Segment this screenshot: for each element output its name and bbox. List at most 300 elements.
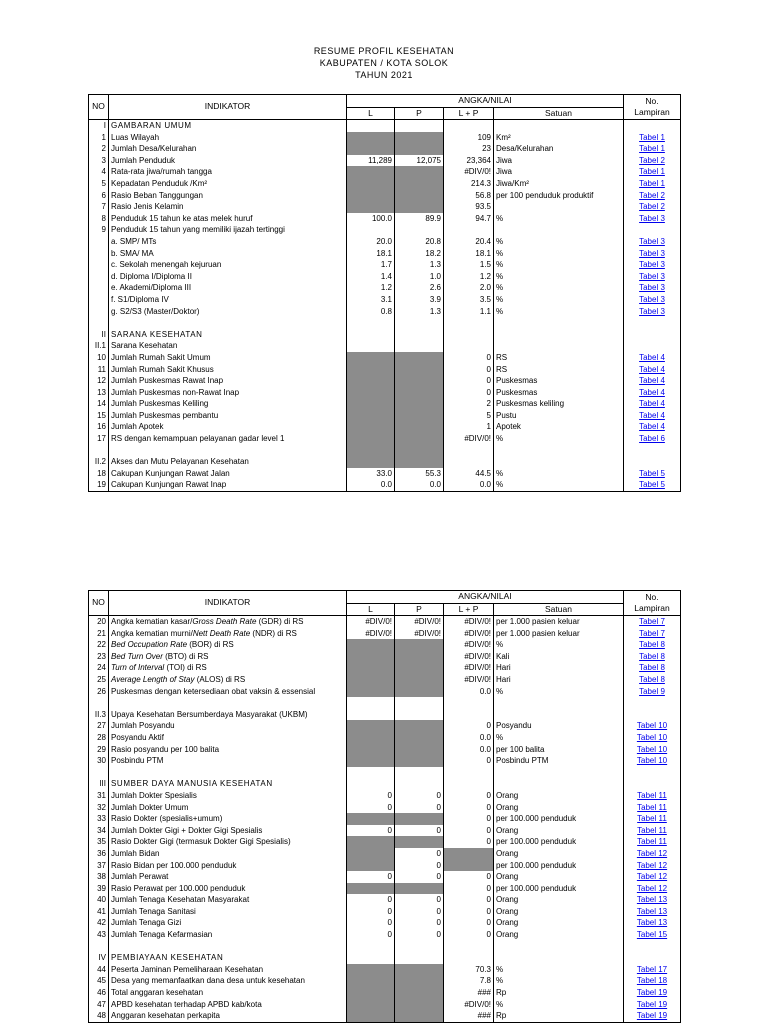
satuan-cell: Kali <box>494 651 624 663</box>
table-row <box>89 445 681 457</box>
satuan-cell: % <box>494 248 624 260</box>
table-row <box>89 674 681 686</box>
value-l <box>347 848 395 860</box>
satuan-cell: Puskesmas <box>494 387 624 399</box>
value-l <box>347 813 395 825</box>
satuan-cell: % <box>494 306 624 318</box>
value-l <box>347 456 395 468</box>
value-l <box>347 744 395 756</box>
value-lp: #DIV/0! <box>444 662 494 674</box>
satuan-cell <box>494 778 624 790</box>
value-l <box>347 836 395 848</box>
satuan-cell: % <box>494 259 624 271</box>
indikator-cell: Jumlah Bidan <box>109 848 347 860</box>
lampiran-link[interactable]: Tabel 3 <box>624 306 681 318</box>
indikator-cell <box>109 941 347 953</box>
value-lp <box>444 340 494 352</box>
indikator-cell: Luas Wilayah <box>109 132 347 144</box>
value-l <box>347 975 395 987</box>
row-number: 44 <box>89 964 109 976</box>
table-row <box>89 929 681 941</box>
value-l: 20.0 <box>347 236 395 248</box>
value-lp: 0.0 <box>444 686 494 698</box>
value-l <box>347 767 395 779</box>
indikator-cell: Upaya Kesehatan Bersumberdaya Masyarakat (UKBM) <box>109 709 347 721</box>
indikator-cell: Jumlah Puskesmas pembantu <box>109 410 347 422</box>
value-p <box>395 329 444 341</box>
lampiran-link[interactable]: Tabel 9 <box>624 686 681 698</box>
indikator-cell: Bed Occupation Rate (BOR) di RS <box>109 639 347 651</box>
row-number: 37 <box>89 859 109 871</box>
row-number: 40 <box>89 894 109 906</box>
lampiran-link[interactable]: Tabel 4 <box>624 421 681 433</box>
table-row <box>89 744 681 756</box>
lampiran-link[interactable]: Tabel 7 <box>624 616 681 628</box>
value-l <box>347 387 395 399</box>
value-l <box>347 859 395 871</box>
lampiran-link <box>624 224 681 236</box>
indikator-cell: Rasio Dokter Gigi (termasuk Dokter Gigi Spesialis) <box>109 836 347 848</box>
indikator-cell <box>109 697 347 709</box>
lampiran-link[interactable]: Tabel 4 <box>624 375 681 387</box>
value-lp: 0 <box>444 755 494 767</box>
table-row <box>89 340 681 352</box>
satuan-cell: Orang <box>494 906 624 918</box>
table-row <box>89 201 681 213</box>
indikator-cell: e. Akademi/Diploma III <box>109 282 347 294</box>
table-row <box>89 859 681 871</box>
satuan-cell: Pustu <box>494 410 624 422</box>
satuan-cell: Orang <box>494 917 624 929</box>
lampiran-link[interactable]: Tabel 12 <box>624 859 681 871</box>
value-p: 89.9 <box>395 213 444 225</box>
indikator-cell: Rasio Dokter (spesialis+umum) <box>109 813 347 825</box>
row-number: 4 <box>89 166 109 178</box>
indikator-cell: Jumlah Posyandu <box>109 720 347 732</box>
value-lp: 1.5 <box>444 259 494 271</box>
satuan-cell: Puskesmas keliling <box>494 398 624 410</box>
indikator-cell: RS dengan kemampuan pelayanan gadar level 1 <box>109 433 347 445</box>
row-number <box>89 271 109 283</box>
value-p <box>395 662 444 674</box>
value-p <box>395 410 444 422</box>
value-lp <box>444 329 494 341</box>
row-number: 43 <box>89 929 109 941</box>
indikator-cell: Jumlah Tenaga Gizi <box>109 917 347 929</box>
table-row <box>89 468 681 480</box>
table-row <box>89 387 681 399</box>
row-number: 26 <box>89 686 109 698</box>
value-l <box>347 143 395 155</box>
satuan-cell: per 100 balita <box>494 744 624 756</box>
table-row <box>89 883 681 895</box>
lampiran-link <box>624 456 681 468</box>
row-number: II.3 <box>89 709 109 721</box>
value-p <box>395 952 444 964</box>
indikator-cell: Jumlah Puskesmas non-Rawat Inap <box>109 387 347 399</box>
table-row <box>89 964 681 976</box>
header-p: P <box>395 107 444 120</box>
value-lp: 0 <box>444 894 494 906</box>
table-row <box>89 686 681 698</box>
indikator-cell: Angka kematian kasar/Gross Death Rate (GDR) di RS <box>109 616 347 628</box>
table-row <box>89 363 681 375</box>
table-row <box>89 975 681 987</box>
value-l <box>347 883 395 895</box>
lampiran-link[interactable]: Tabel 1 <box>624 178 681 190</box>
value-p <box>395 456 444 468</box>
value-p <box>395 363 444 375</box>
value-p: 0.0 <box>395 479 444 491</box>
table-row <box>89 190 681 202</box>
indikator-cell: Posyandu Aktif <box>109 732 347 744</box>
value-lp <box>444 456 494 468</box>
lampiran-link[interactable]: Tabel 3 <box>624 271 681 283</box>
lampiran-link <box>624 317 681 329</box>
value-l: 0 <box>347 917 395 929</box>
satuan-cell: Rp <box>494 987 624 999</box>
row-number: 19 <box>89 479 109 491</box>
row-number: 33 <box>89 813 109 825</box>
row-number: 45 <box>89 975 109 987</box>
indikator-cell: Puskesmas dengan ketersediaan obat vaksin & essensial <box>109 686 347 698</box>
satuan-cell <box>494 941 624 953</box>
lampiran-link[interactable]: Tabel 11 <box>624 802 681 814</box>
table-row <box>89 248 681 260</box>
row-number: 48 <box>89 1010 109 1022</box>
satuan-cell: % <box>494 271 624 283</box>
table-row <box>89 132 681 144</box>
value-l <box>347 375 395 387</box>
indikator-cell: Jumlah Tenaga Kefarmasian <box>109 929 347 941</box>
value-p <box>395 421 444 433</box>
row-number: II <box>89 329 109 341</box>
value-l <box>347 778 395 790</box>
resume-table-1 <box>88 94 681 492</box>
table-row <box>89 836 681 848</box>
lampiran-link[interactable]: Tabel 3 <box>624 213 681 225</box>
lampiran-link[interactable]: Tabel 13 <box>624 894 681 906</box>
value-lp: 0 <box>444 906 494 918</box>
value-p <box>395 639 444 651</box>
value-lp: 109 <box>444 132 494 144</box>
value-l: 0.0 <box>347 479 395 491</box>
value-p: 0 <box>395 790 444 802</box>
table-row <box>89 720 681 732</box>
lampiran-link[interactable]: Tabel 1 <box>624 143 681 155</box>
lampiran-link[interactable]: Tabel 5 <box>624 479 681 491</box>
header-lp: L + P <box>444 107 494 120</box>
lampiran-link[interactable]: Tabel 11 <box>624 790 681 802</box>
row-number: 1 <box>89 132 109 144</box>
row-number: III <box>89 778 109 790</box>
value-l: 1.4 <box>347 271 395 283</box>
value-p <box>395 964 444 976</box>
indikator-cell: Penduduk 15 tahun ke atas melek huruf <box>109 213 347 225</box>
value-l <box>347 178 395 190</box>
table-row <box>89 848 681 860</box>
lampiran-link[interactable]: Tabel 2 <box>624 190 681 202</box>
row-number <box>89 259 109 271</box>
value-l <box>347 224 395 236</box>
lampiran-link[interactable]: Tabel 19 <box>624 1010 681 1022</box>
value-lp: 18.1 <box>444 248 494 260</box>
lampiran-link[interactable]: Tabel 1 <box>624 132 681 144</box>
satuan-cell: per 100 penduduk produktif <box>494 190 624 202</box>
lampiran-link[interactable]: Tabel 6 <box>624 433 681 445</box>
header-no: NO <box>89 95 109 120</box>
satuan-cell: % <box>494 479 624 491</box>
value-p: 55.3 <box>395 468 444 480</box>
indikator-cell: Jumlah Apotek <box>109 421 347 433</box>
lampiran-link[interactable]: Tabel 19 <box>624 987 681 999</box>
table-row <box>89 421 681 433</box>
table-row <box>89 778 681 790</box>
table-row <box>89 120 681 132</box>
table-row <box>89 941 681 953</box>
value-l: 100.0 <box>347 213 395 225</box>
satuan-cell: Desa/Kelurahan <box>494 143 624 155</box>
value-p: 0 <box>395 859 444 871</box>
lampiran-link[interactable]: Tabel 12 <box>624 883 681 895</box>
table-row <box>89 871 681 883</box>
value-p: 18.2 <box>395 248 444 260</box>
lampiran-link[interactable]: Tabel 3 <box>624 294 681 306</box>
lampiran-link[interactable]: Tabel 10 <box>624 720 681 732</box>
value-lp: 0 <box>444 720 494 732</box>
value-l: 0 <box>347 825 395 837</box>
value-lp: 44.5 <box>444 468 494 480</box>
satuan-cell <box>494 952 624 964</box>
value-l <box>347 190 395 202</box>
lampiran-link[interactable]: Tabel 4 <box>624 410 681 422</box>
header-indikator: INDIKATOR <box>109 95 347 120</box>
indikator-cell: Jumlah Tenaga Sanitasi <box>109 906 347 918</box>
lampiran-link[interactable]: Tabel 7 <box>624 628 681 640</box>
header-lampiran: No. Lampiran <box>624 591 681 616</box>
value-lp <box>444 941 494 953</box>
value-p <box>395 201 444 213</box>
value-p <box>395 317 444 329</box>
table-row <box>89 236 681 248</box>
indikator-cell: Total anggaran kesehatan <box>109 987 347 999</box>
table-row <box>89 433 681 445</box>
lampiran-link[interactable]: Tabel 8 <box>624 674 681 686</box>
lampiran-link[interactable]: Tabel 18 <box>624 975 681 987</box>
satuan-cell <box>494 120 624 132</box>
value-p: 1.3 <box>395 306 444 318</box>
indikator-cell: Rasio Bidan per 100.000 penduduk <box>109 859 347 871</box>
lampiran-link[interactable]: Tabel 4 <box>624 363 681 375</box>
lampiran-link[interactable]: Tabel 1 <box>624 166 681 178</box>
table-row <box>89 616 681 628</box>
row-number: 25 <box>89 674 109 686</box>
value-l: #DIV/0! <box>347 616 395 628</box>
value-p <box>395 387 444 399</box>
value-p: #DIV/0! <box>395 628 444 640</box>
lampiran-link <box>624 697 681 709</box>
row-number <box>89 306 109 318</box>
row-number: 5 <box>89 178 109 190</box>
lampiran-link <box>624 445 681 457</box>
lampiran-link[interactable]: Tabel 13 <box>624 917 681 929</box>
lampiran-link[interactable]: Tabel 4 <box>624 398 681 410</box>
indikator-cell: Jumlah Rumah Sakit Khusus <box>109 363 347 375</box>
header-p: P <box>395 603 444 616</box>
satuan-cell: Puskesmas <box>494 375 624 387</box>
lampiran-link[interactable]: Tabel 2 <box>624 201 681 213</box>
value-lp: 0 <box>444 387 494 399</box>
value-lp <box>444 697 494 709</box>
row-number: 23 <box>89 651 109 663</box>
lampiran-link[interactable]: Tabel 15 <box>624 929 681 941</box>
lampiran-link[interactable]: Tabel 17 <box>624 964 681 976</box>
satuan-cell: % <box>494 686 624 698</box>
lampiran-link[interactable]: Tabel 8 <box>624 662 681 674</box>
value-p <box>395 433 444 445</box>
indikator-cell: SUMBER DAYA MANUSIA KESEHATAN <box>109 778 347 790</box>
value-p <box>395 120 444 132</box>
value-lp: 3.5 <box>444 294 494 306</box>
value-l <box>347 120 395 132</box>
value-lp: 0 <box>444 825 494 837</box>
lampiran-link[interactable]: Tabel 11 <box>624 836 681 848</box>
row-number: 16 <box>89 421 109 433</box>
lampiran-link <box>624 952 681 964</box>
table-row <box>89 317 681 329</box>
value-l <box>347 964 395 976</box>
lampiran-link[interactable]: Tabel 4 <box>624 352 681 364</box>
indikator-cell: Jumlah Perawat <box>109 871 347 883</box>
indikator-cell: Jumlah Dokter Umum <box>109 802 347 814</box>
table-row <box>89 802 681 814</box>
value-lp: 5 <box>444 410 494 422</box>
value-lp <box>444 848 494 860</box>
table-row <box>89 662 681 674</box>
row-number: 30 <box>89 755 109 767</box>
value-lp: 7.8 <box>444 975 494 987</box>
satuan-cell: % <box>494 639 624 651</box>
satuan-cell: Orang <box>494 802 624 814</box>
table-row <box>89 894 681 906</box>
row-number: 31 <box>89 790 109 802</box>
satuan-cell: Orang <box>494 929 624 941</box>
row-number <box>89 941 109 953</box>
value-l <box>347 410 395 422</box>
value-p <box>395 744 444 756</box>
table-row <box>89 651 681 663</box>
lampiran-link[interactable]: Tabel 11 <box>624 825 681 837</box>
value-l: 18.1 <box>347 248 395 260</box>
lampiran-link[interactable]: Tabel 3 <box>624 236 681 248</box>
lampiran-link[interactable]: Tabel 19 <box>624 999 681 1011</box>
satuan-cell: Orang <box>494 790 624 802</box>
value-l <box>347 132 395 144</box>
lampiran-link[interactable]: Tabel 10 <box>624 744 681 756</box>
value-l: 0 <box>347 790 395 802</box>
value-lp: #DIV/0! <box>444 433 494 445</box>
lampiran-link[interactable]: Tabel 8 <box>624 651 681 663</box>
lampiran-link[interactable]: Tabel 12 <box>624 848 681 860</box>
header-l: L <box>347 603 395 616</box>
lampiran-link[interactable]: Tabel 10 <box>624 732 681 744</box>
value-l: 0 <box>347 871 395 883</box>
satuan-cell: % <box>494 294 624 306</box>
value-l <box>347 999 395 1011</box>
value-lp: 0 <box>444 790 494 802</box>
lampiran-link[interactable]: Tabel 12 <box>624 871 681 883</box>
lampiran-link[interactable]: Tabel 3 <box>624 282 681 294</box>
indikator-cell: Rasio Perawat per 100.000 penduduk <box>109 883 347 895</box>
lampiran-link[interactable]: Tabel 3 <box>624 248 681 260</box>
indikator-cell: Jumlah Desa/Kelurahan <box>109 143 347 155</box>
value-lp: 0 <box>444 352 494 364</box>
indikator-cell: Jumlah Tenaga Kesehatan Masyarakat <box>109 894 347 906</box>
value-l <box>347 720 395 732</box>
value-lp: #DIV/0! <box>444 651 494 663</box>
satuan-cell: % <box>494 964 624 976</box>
lampiran-link[interactable]: Tabel 10 <box>624 755 681 767</box>
lampiran-link[interactable]: Tabel 2 <box>624 155 681 167</box>
row-number: 32 <box>89 802 109 814</box>
satuan-cell: Posbindu PTM <box>494 755 624 767</box>
value-p <box>395 375 444 387</box>
indikator-cell: Anggaran kesehatan perkapita <box>109 1010 347 1022</box>
row-number: II.2 <box>89 456 109 468</box>
satuan-cell: Orang <box>494 825 624 837</box>
row-number <box>89 697 109 709</box>
value-lp: 23,364 <box>444 155 494 167</box>
value-lp: 0 <box>444 883 494 895</box>
indikator-cell: Jumlah Penduduk <box>109 155 347 167</box>
value-p: 0 <box>395 825 444 837</box>
value-p: 1.0 <box>395 271 444 283</box>
row-number <box>89 767 109 779</box>
lampiran-link[interactable]: Tabel 5 <box>624 468 681 480</box>
satuan-cell: Hari <box>494 662 624 674</box>
value-l <box>347 941 395 953</box>
lampiran-link[interactable]: Tabel 8 <box>624 639 681 651</box>
value-l: 1.2 <box>347 282 395 294</box>
value-p <box>395 941 444 953</box>
table-row <box>89 259 681 271</box>
table-row <box>89 282 681 294</box>
indikator-cell: Rasio Beban Tanggungan <box>109 190 347 202</box>
lampiran-link[interactable]: Tabel 4 <box>624 387 681 399</box>
table-row <box>89 987 681 999</box>
table-row <box>89 825 681 837</box>
satuan-cell: Orang <box>494 848 624 860</box>
value-l <box>347 363 395 375</box>
lampiran-link[interactable]: Tabel 3 <box>624 259 681 271</box>
header-no: NO <box>89 591 109 616</box>
value-l <box>347 732 395 744</box>
lampiran-link[interactable]: Tabel 11 <box>624 813 681 825</box>
value-p <box>395 224 444 236</box>
value-l: 0 <box>347 802 395 814</box>
table-row <box>89 697 681 709</box>
row-number: 47 <box>89 999 109 1011</box>
value-lp: #DIV/0! <box>444 628 494 640</box>
lampiran-link[interactable]: Tabel 13 <box>624 906 681 918</box>
value-lp <box>444 859 494 871</box>
satuan-cell <box>494 201 624 213</box>
row-number: 13 <box>89 387 109 399</box>
row-number <box>89 248 109 260</box>
row-number: 21 <box>89 628 109 640</box>
lampiran-link <box>624 778 681 790</box>
row-number: 20 <box>89 616 109 628</box>
